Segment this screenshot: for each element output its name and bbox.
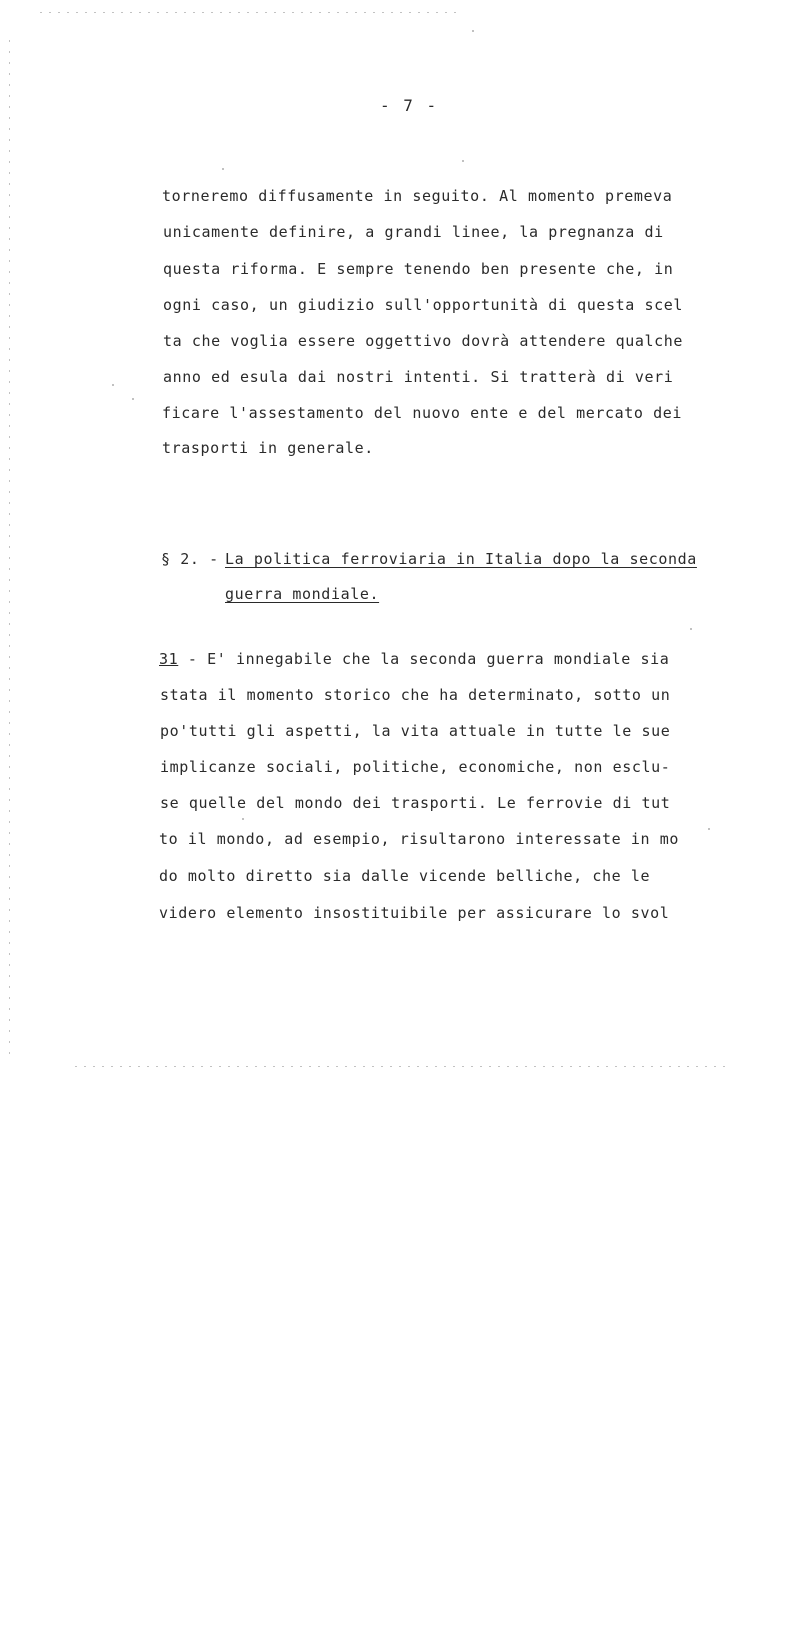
paragraph-first-line [159,650,669,668]
text-line: - E' innegabile che la seconda guerra mondiale sia [178,650,670,668]
speck [132,398,134,400]
text-line: implicanze sociali, politiche, economiche, non esclu- [160,758,671,776]
text-line: se quelle del mondo dei trasporti. Le ferrovie di tut [160,794,671,812]
left-margin-noise [9,40,10,1060]
section-title-line: La politica ferroviaria in Italia dopo la seconda [225,550,697,568]
text-line: questa riforma. E sempre tenendo ben presente che, in [163,260,674,278]
text-line: stata il momento storico che ha determinato, sotto un [160,686,671,704]
bottom-scan-noise [75,1066,725,1067]
text-line: torneremo diffusamente in seguito. Al momento premeva [162,187,673,205]
text-line: ta che voglia essere oggettivo dovrà attendere qualche [163,332,684,350]
speck [112,384,114,386]
speck [242,818,244,820]
speck [708,828,710,830]
speck [472,30,474,32]
text-line: ogni caso, un giudizio sull'opportunità di questa scel [163,296,684,314]
text-line: videro elemento insostituibile per assicurare lo svol [159,904,670,922]
section-label: § 2. - [161,550,219,568]
top-scan-noise [40,12,460,13]
paragraph-number: 31 [159,650,179,668]
speck [222,168,224,170]
speck [690,628,692,630]
text-line: do molto diretto sia dalle vicende belliche, che le [159,867,651,885]
text-line: unicamente definire, a grandi linee, la pregnanza di [163,223,664,241]
section-title-line: guerra mondiale. [225,585,380,603]
text-line: anno ed esula dai nostri intenti. Si tratterà di veri [163,368,674,386]
speck [462,160,464,162]
text-line: ficare l'assestamento del nuovo ente e del mercato dei [162,404,683,422]
text-line: trasporti in generale. [162,439,374,457]
page-number: - 7 - [380,96,439,115]
text-line: to il mondo, ad esempio, risultarono interessate in mo [159,830,680,848]
text-line: po'tutti gli aspetti, la vita attuale in tutte le sue [160,722,671,740]
